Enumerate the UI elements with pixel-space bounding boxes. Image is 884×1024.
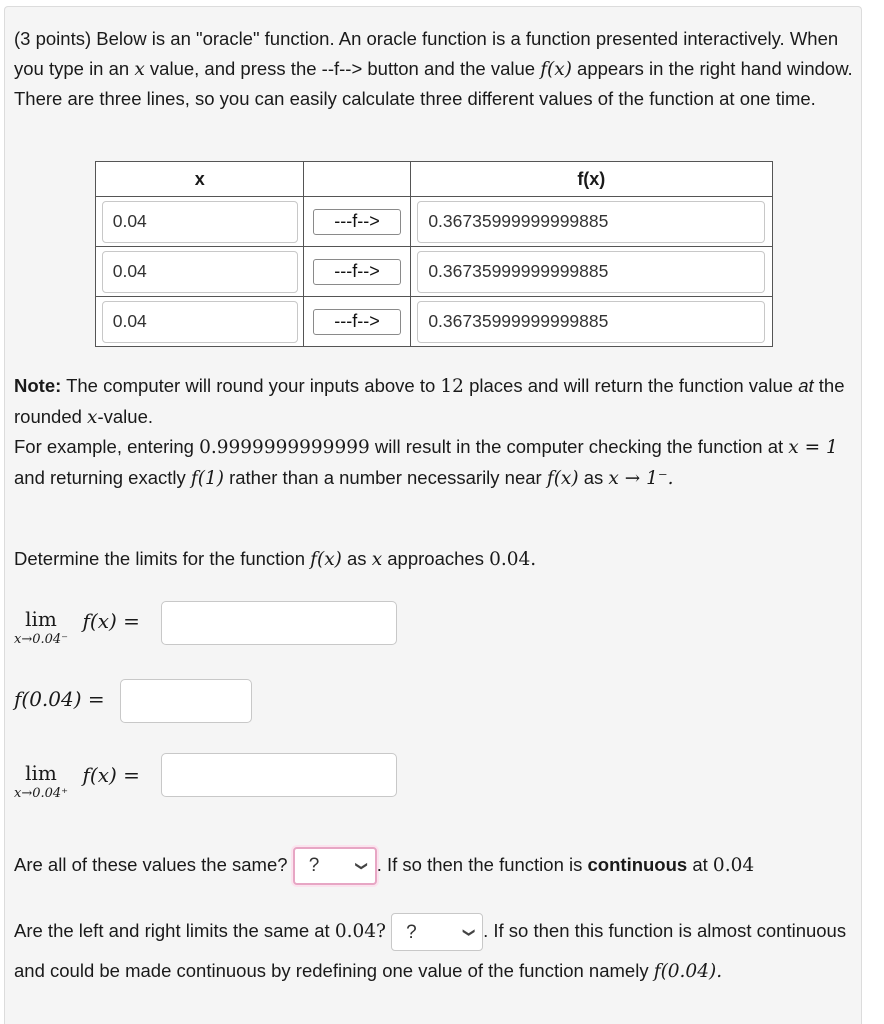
left-limit-label: lim x→0.04⁻ f(x) = [14, 607, 140, 647]
x-input[interactable] [102, 251, 298, 293]
fx-output[interactable] [417, 251, 765, 293]
col-header-button [304, 162, 410, 197]
x-input[interactable] [102, 201, 298, 243]
oracle-header-row [96, 162, 773, 197]
problem-intro: (3 points) Below is an "oracle" function. An oracle function is a function presented interactively. When you type in an x value, and press the --f--> button and the value f(x) appears in the right hand window. There are three lines, so you can easily calculate three different values of the function at one time. [14, 28, 853, 109]
same-values-question: Are all of these values the same? ? ❯ . If so then the function is continuous at 0.04 [14, 847, 754, 885]
evaluate-button[interactable]: ---f--> [313, 209, 401, 235]
limits-prompt: Determine the limits for the function f(x) as x approaches 0.04. [14, 548, 537, 570]
oracle-row [96, 197, 773, 247]
oracle-table [95, 161, 773, 347]
col-header-fx: f(x) [410, 162, 772, 197]
chevron-down-icon: ❯ [354, 860, 369, 872]
oracle-row [96, 247, 773, 297]
x-input[interactable] [102, 301, 298, 343]
right-limit-input[interactable] [161, 753, 397, 797]
limits-same-select[interactable]: ? ❯ [391, 913, 483, 951]
right-limit-label: lim x→0.04⁺ f(x) = [14, 761, 140, 801]
problem-panel [4, 6, 862, 1024]
fx-output[interactable] [417, 201, 765, 243]
note-label: Note: [14, 375, 62, 396]
f-at-point-input[interactable] [120, 679, 252, 723]
left-limit-input[interactable] [161, 601, 397, 645]
f-at-point-label: f(0.04) = [14, 687, 105, 711]
points-label: (3 points) [14, 28, 92, 49]
same-values-select[interactable]: ? ❯ [293, 847, 377, 885]
limits-same-question: Are the left and right limits the same at 0.04? ? ❯ . If so then this function is almost continuous and could be made continuous by redefining one value of the function namely f(0.04). [14, 911, 859, 991]
oracle-row [96, 297, 773, 347]
evaluate-button[interactable]: ---f--> [313, 309, 401, 335]
fx-output[interactable] [417, 301, 765, 343]
col-header-x: x [96, 162, 304, 197]
note-paragraph: Note: The computer will round your inputs above to 12 places and will return the function value at the rounded x-value. For example, entering 0.9999999999999 will result in the computer checking the function at x = 1 and returning exactly f(1) rather than a number necessarily near f(x) as x → 1⁻. [14, 375, 845, 489]
chevron-down-icon: ❯ [462, 927, 477, 938]
evaluate-button[interactable]: ---f--> [313, 259, 401, 285]
